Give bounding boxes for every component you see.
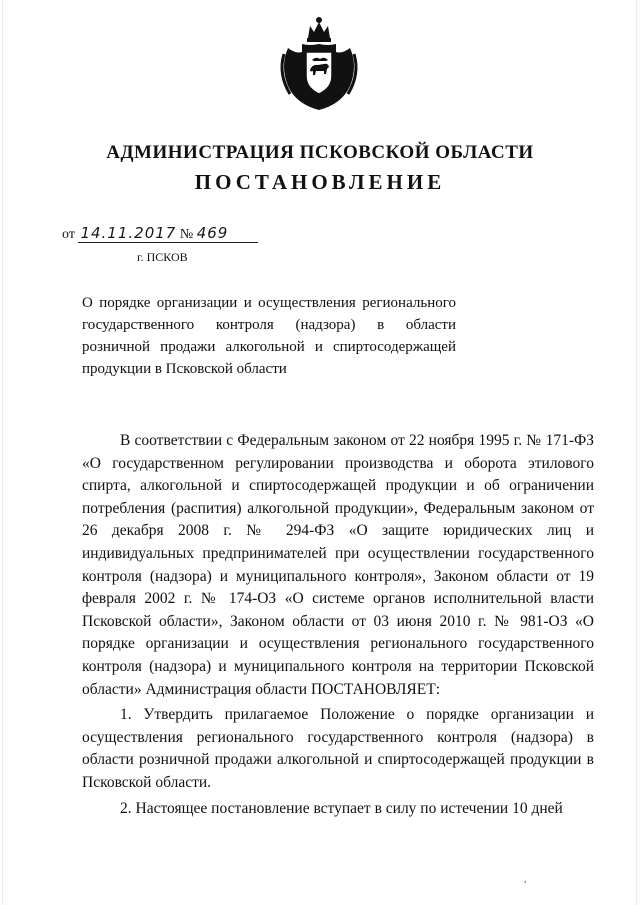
- coat-of-arms-icon: [274, 14, 364, 114]
- scan-mark: ,: [524, 874, 527, 885]
- handwritten-date-field: [78, 226, 257, 243]
- document-type-title: ПОСТАНОВЛЕНИЕ: [194, 170, 446, 194]
- organization-title: АДМИНИСТРАЦИЯ ПСКОВСКОЙ ОБЛАСТИ: [106, 142, 534, 163]
- item-1-paragraph: 1. Утвердить прилагаемое Положение о порядке организации и осуществления регионального государственного контроля (надзора) в области розничной продажи алкогольной и спиртосодержащей продукции в Псковской области.: [82, 706, 594, 791]
- date-number-line: [62, 226, 258, 243]
- document-subject: О порядке организации и осуществления регионального государственного контроля (надзора) в области розничной продажи алкогольной и спиртосодержащей продукции в Псковской области: [82, 295, 456, 377]
- item-2-paragraph: 2. Настоящее постановление вступает в силу по истечении 10 дней: [120, 799, 563, 817]
- number-prefix: №: [179, 227, 194, 242]
- date-value: 14.11.2017: [80, 224, 177, 242]
- date-prefix: от: [62, 227, 75, 242]
- city-label: г. ПСКОВ: [137, 250, 188, 264]
- document-body: [82, 430, 594, 820]
- preamble-paragraph: В соответствии с Федеральным законом от 22 ноября 1995 г. № 171-ФЗ «О государственном регулировании производства и оборота этилового спирта, алкогольной и спиртосодержащей продукции и об ограничении потребления (распития) алкогольной продукции», Федеральным законом от 26 декабря 2008 г. № 294-ФЗ «О защите юридических лиц и индивидуальных предпринимателей при осуществлении государственного контроля (надзора) и муниципального контроля», Законом области от 19 февраля 2002 г. № 174-ОЗ «О системе органов исполнительной власти Псковской области», Законом области от 03 июня 2010 г. № 981-ОЗ «О порядке организации и осуществления регионального государственного контроля (надзора) и муниципального контроля на территории Псковской области» Администрация области ПОСТАНОВЛЯЕТ:: [82, 432, 594, 698]
- scan-edge-left: [2, 0, 3, 905]
- scan-edge-right: [636, 0, 637, 905]
- number-value: 469: [196, 224, 229, 242]
